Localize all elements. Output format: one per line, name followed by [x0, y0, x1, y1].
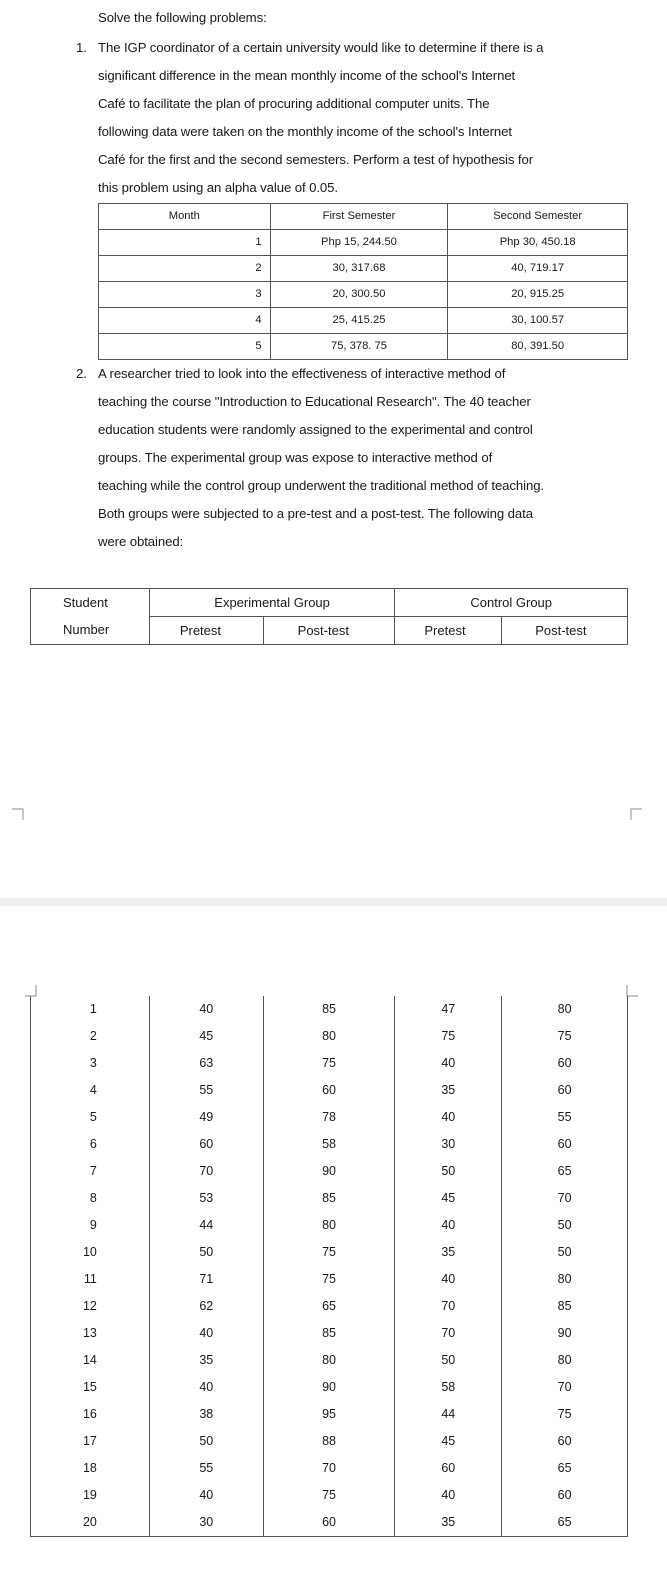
number-label: Number — [63, 622, 110, 637]
student-number-cell: 6 — [31, 1131, 150, 1158]
control-posttest-cell: 90 — [502, 1320, 628, 1347]
table-row — [31, 1158, 628, 1185]
experimental-posttest-cell: 80 — [263, 1347, 395, 1374]
scores-table — [30, 996, 628, 1537]
control-posttest-cell: 85 — [502, 1293, 628, 1320]
control-pretest-cell: 70 — [395, 1320, 502, 1347]
experimental-posttest-cell: 65 — [263, 1293, 395, 1320]
month-header: Month — [99, 204, 271, 230]
control-pretest-cell: 44 — [395, 1401, 502, 1428]
control-pretest-cell: 75 — [395, 1023, 502, 1050]
control-posttest-cell: 70 — [502, 1374, 628, 1401]
second-semester-cell: 30, 100.57 — [448, 308, 628, 334]
problem2-line: A researcher tried to look into the effectiveness of interactive method of — [98, 366, 506, 381]
control-group-header: Control Group — [395, 589, 628, 617]
table-row — [31, 1428, 628, 1455]
second-semester-cell: 80, 391.50 — [448, 334, 628, 360]
student-number-cell: 20 — [31, 1509, 150, 1537]
crop-mark-icon — [630, 808, 642, 820]
control-posttest-cell: 65 — [502, 1509, 628, 1537]
control-posttest-cell: 75 — [502, 1401, 628, 1428]
experimental-pretest-cell: 70 — [149, 1158, 263, 1185]
student-number-cell: 5 — [31, 1104, 150, 1131]
control-pretest-cell: 40 — [395, 1050, 502, 1077]
experimental-posttest-cell: 90 — [263, 1374, 395, 1401]
problem1-line: Café for the first and the second semesters. Perform a test of hypothesis for — [98, 152, 534, 167]
student-number-cell: 2 — [31, 1023, 150, 1050]
month-cell: 4 — [99, 308, 271, 334]
crop-mark-icon — [12, 808, 24, 820]
experimental-posttest-cell: 80 — [263, 1212, 395, 1239]
first-semester-cell: 30, 317.68 — [270, 256, 448, 282]
control-posttest-cell: 55 — [502, 1104, 628, 1131]
control-pretest-cell: 30 — [395, 1131, 502, 1158]
experimental-pretest-cell: 40 — [149, 1482, 263, 1509]
problem1-line: following data were taken on the monthly income of the school's Internet — [98, 124, 512, 139]
table-row — [31, 1347, 628, 1374]
problem1-line: The IGP coordinator of a certain university would like to determine if there is a — [98, 40, 544, 55]
first-semester-cell: 75, 378. 75 — [270, 334, 448, 360]
student-number-cell: 15 — [31, 1374, 150, 1401]
experimental-posttest-cell: 85 — [263, 1185, 395, 1212]
first-semester-cell: Php 15, 244.50 — [270, 230, 448, 256]
second-semester-cell: 20, 915.25 — [448, 282, 628, 308]
month-cell: 3 — [99, 282, 271, 308]
experimental-posttest-cell: 78 — [263, 1104, 395, 1131]
control-posttest-cell: 60 — [502, 1482, 628, 1509]
income-table — [98, 203, 628, 360]
control-pretest-cell: 47 — [395, 996, 502, 1023]
problem2-line: education students were randomly assigned to the experimental and control — [98, 422, 533, 437]
experimental-pretest-cell: 50 — [149, 1239, 263, 1266]
page-separator — [0, 898, 667, 906]
control-pretest-cell: 50 — [395, 1158, 502, 1185]
experimental-posttest-cell: 88 — [263, 1428, 395, 1455]
control-pretest-cell: 40 — [395, 1104, 502, 1131]
table-row — [31, 1050, 628, 1077]
student-number-cell: 19 — [31, 1482, 150, 1509]
table-row — [99, 334, 628, 360]
experimental-pretest-cell: 35 — [149, 1347, 263, 1374]
control-posttest-cell: 65 — [502, 1158, 628, 1185]
table-row — [31, 1131, 628, 1158]
table-row — [99, 256, 628, 282]
experimental-posttest-cell: 85 — [263, 996, 395, 1023]
experimental-pretest-header: Pretest — [149, 617, 263, 645]
control-posttest-cell: 80 — [502, 1347, 628, 1374]
problem2-line: were obtained: — [98, 534, 184, 549]
month-cell: 2 — [99, 256, 271, 282]
control-pretest-cell: 35 — [395, 1509, 502, 1537]
problem1-line: significant difference in the mean monthly income of the school's Internet — [98, 68, 516, 83]
experimental-pretest-cell: 40 — [149, 1374, 263, 1401]
experimental-posttest-cell: 70 — [263, 1455, 395, 1482]
control-pretest-cell: 58 — [395, 1374, 502, 1401]
control-pretest-cell: 50 — [395, 1347, 502, 1374]
table-row — [99, 308, 628, 334]
experimental-posttest-cell: 60 — [263, 1509, 395, 1537]
experimental-group-header: Experimental Group — [149, 589, 395, 617]
table-row — [31, 1482, 628, 1509]
control-posttest-cell: 60 — [502, 1131, 628, 1158]
second-semester-header: Second Semester — [448, 204, 628, 230]
table-row — [31, 1023, 628, 1050]
experimental-pretest-cell: 40 — [149, 1320, 263, 1347]
problem1-number: 1. — [76, 40, 87, 55]
problem2-line: teaching while the control group underwent the traditional method of teaching. — [98, 478, 544, 493]
control-posttest-cell: 70 — [502, 1185, 628, 1212]
experimental-posttest-cell: 58 — [263, 1131, 395, 1158]
intro-text: Solve the following problems: — [98, 10, 267, 25]
experimental-posttest-cell: 75 — [263, 1050, 395, 1077]
control-posttest-cell: 60 — [502, 1050, 628, 1077]
student-label: Student — [63, 595, 108, 610]
problem1-line: Café to facilitate the plan of procuring additional computer units. The — [98, 96, 490, 111]
student-number-cell: 13 — [31, 1320, 150, 1347]
table-row — [31, 996, 628, 1023]
experimental-pretest-cell: 62 — [149, 1293, 263, 1320]
second-semester-cell: 40, 719.17 — [448, 256, 628, 282]
control-posttest-cell: 50 — [502, 1212, 628, 1239]
experimental-pretest-cell: 40 — [149, 996, 263, 1023]
control-posttest-cell: 65 — [502, 1455, 628, 1482]
student-number-cell: 17 — [31, 1428, 150, 1455]
table-row — [31, 1212, 628, 1239]
table-row — [31, 1401, 628, 1428]
control-posttest-cell: 80 — [502, 996, 628, 1023]
student-number-cell: 12 — [31, 1293, 150, 1320]
experimental-posttest-cell: 95 — [263, 1401, 395, 1428]
problem2-line: Both groups were subjected to a pre-test and a post-test. The following data — [98, 506, 533, 521]
student-number-cell: 8 — [31, 1185, 150, 1212]
table-row — [31, 1509, 628, 1537]
control-posttest-cell: 50 — [502, 1239, 628, 1266]
table-row — [31, 1104, 628, 1131]
control-pretest-cell: 45 — [395, 1185, 502, 1212]
experimental-pretest-cell: 38 — [149, 1401, 263, 1428]
problem1-line: this problem using an alpha value of 0.05. — [98, 180, 338, 195]
experimental-pretest-cell: 49 — [149, 1104, 263, 1131]
experimental-posttest-cell: 85 — [263, 1320, 395, 1347]
table-row — [99, 230, 628, 256]
first-semester-cell: 25, 415.25 — [270, 308, 448, 334]
control-pretest-cell: 60 — [395, 1455, 502, 1482]
control-pretest-cell: 40 — [395, 1266, 502, 1293]
student-number-cell: 3 — [31, 1050, 150, 1077]
student-number-cell: 10 — [31, 1239, 150, 1266]
experimental-posttest-cell: 75 — [263, 1266, 395, 1293]
student-number-cell: 1 — [31, 996, 150, 1023]
control-pretest-cell: 45 — [395, 1428, 502, 1455]
month-cell: 1 — [99, 230, 271, 256]
experimental-posttest-cell: 80 — [263, 1023, 395, 1050]
student-number-cell: 14 — [31, 1347, 150, 1374]
table-row — [31, 1077, 628, 1104]
experimental-pretest-cell: 63 — [149, 1050, 263, 1077]
table-row — [31, 1293, 628, 1320]
month-cell: 5 — [99, 334, 271, 360]
experimental-pretest-cell: 44 — [149, 1212, 263, 1239]
experimental-posttest-cell: 60 — [263, 1077, 395, 1104]
student-number-cell: 16 — [31, 1401, 150, 1428]
control-pretest-cell: 70 — [395, 1293, 502, 1320]
table-row — [31, 1374, 628, 1401]
experimental-posttest-cell: 75 — [263, 1482, 395, 1509]
student-number-cell: 9 — [31, 1212, 150, 1239]
table-row — [31, 1455, 628, 1482]
control-pretest-cell: 40 — [395, 1212, 502, 1239]
student-number-header — [31, 589, 150, 645]
first-semester-header: First Semester — [270, 204, 448, 230]
control-posttest-header: Post-test — [502, 617, 628, 645]
experimental-posttest-header: Post-test — [263, 617, 395, 645]
student-number-cell: 18 — [31, 1455, 150, 1482]
control-pretest-cell: 35 — [395, 1239, 502, 1266]
experimental-pretest-cell: 55 — [149, 1077, 263, 1104]
table-row — [31, 1320, 628, 1347]
experimental-pretest-cell: 60 — [149, 1131, 263, 1158]
second-semester-cell: Php 30, 450.18 — [448, 230, 628, 256]
table-row — [31, 1239, 628, 1266]
control-pretest-header: Pretest — [395, 617, 502, 645]
experimental-pretest-cell: 71 — [149, 1266, 263, 1293]
problem2-number: 2. — [76, 366, 87, 381]
experimental-pretest-cell: 55 — [149, 1455, 263, 1482]
experimental-pretest-cell: 45 — [149, 1023, 263, 1050]
table-row — [31, 1266, 628, 1293]
control-posttest-cell: 60 — [502, 1428, 628, 1455]
control-posttest-cell: 60 — [502, 1077, 628, 1104]
experimental-pretest-cell: 53 — [149, 1185, 263, 1212]
first-semester-cell: 20, 300.50 — [270, 282, 448, 308]
control-posttest-cell: 75 — [502, 1023, 628, 1050]
control-pretest-cell: 35 — [395, 1077, 502, 1104]
experimental-posttest-cell: 90 — [263, 1158, 395, 1185]
income-table-header — [99, 204, 628, 230]
control-pretest-cell: 40 — [395, 1482, 502, 1509]
table-row — [99, 282, 628, 308]
experimental-pretest-cell: 50 — [149, 1428, 263, 1455]
table-row — [31, 1185, 628, 1212]
student-number-cell: 7 — [31, 1158, 150, 1185]
student-number-cell: 11 — [31, 1266, 150, 1293]
experimental-pretest-cell: 30 — [149, 1509, 263, 1537]
experimental-posttest-cell: 75 — [263, 1239, 395, 1266]
student-number-cell: 4 — [31, 1077, 150, 1104]
problem2-line: groups. The experimental group was expose to interactive method of — [98, 450, 493, 465]
control-posttest-cell: 80 — [502, 1266, 628, 1293]
scores-table-header — [30, 588, 628, 645]
problem2-line: teaching the course "Introduction to Educational Research". The 40 teacher — [98, 394, 531, 409]
